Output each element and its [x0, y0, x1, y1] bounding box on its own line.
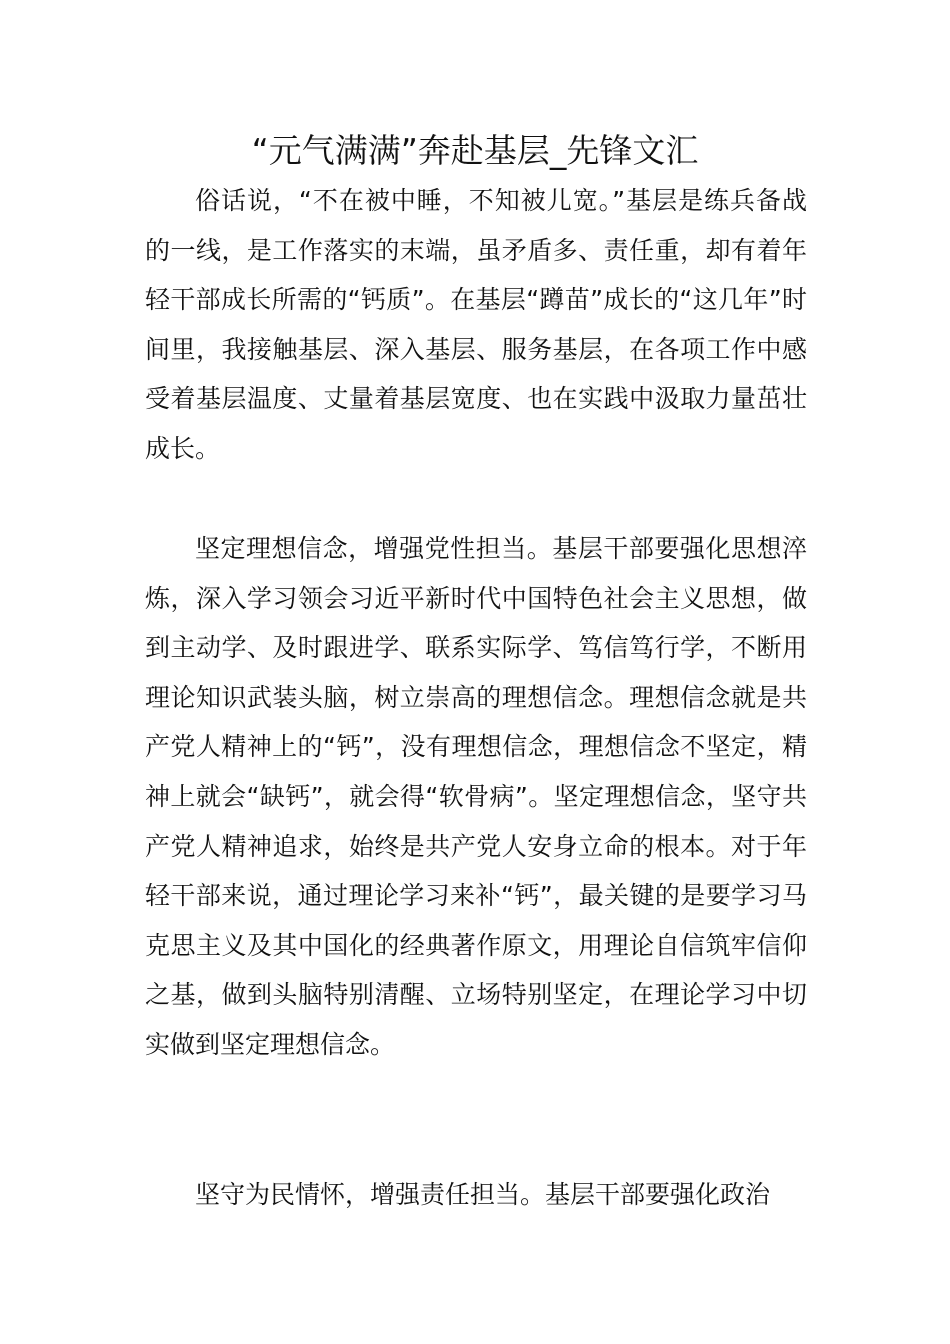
document-title: “元气满满”奔赴基层_先锋文汇 [251, 131, 699, 170]
paragraph-1: 俗话说，“不在被中睡，不知被儿宽。”基层是练兵备战的一线，是工作落实的末端，虽矛盾多、责任重，却有着年轻干部成长所需的“钙质”。在基层“蹲苗”成长的“这几年”时间里，我接触基层、深入基层、服务基层，在各项工作中感受着基层温度、丈量着基层宽度、也在实践中汲取力量茁壮成长。 [145, 186, 807, 463]
paragraph-3: 坚守为民情怀，增强责任担当。基层干部要强化政治 [195, 1180, 771, 1209]
paragraph-2: 坚定理想信念，增强党性担当。基层干部要强化思想淬炼，深入学习领会习近平新时代中国特色社会主义思想，做到主动学、及时跟进学、联系实际学、笃信笃行学，不断用理论知识武装头脑，树立崇高的理想信念。理想信念就是共产党人精神上的“钙”，没有理想信念，理想信念不坚定，精神上就会“缺钙”，就会得“软骨病”。坚定理想信念，坚守共产党人精神追求，始终是共产党人安身立命的根本。对于年轻干部来说，通过理论学习来补“钙”，最关键的是要学习马克思主义及其中国化的经典著作原文，用理论自信筑牢信仰之基，做到头脑特别清醒、立场特别坚定，在理论学习中切实做到坚定理想信念。 [145, 534, 807, 1059]
